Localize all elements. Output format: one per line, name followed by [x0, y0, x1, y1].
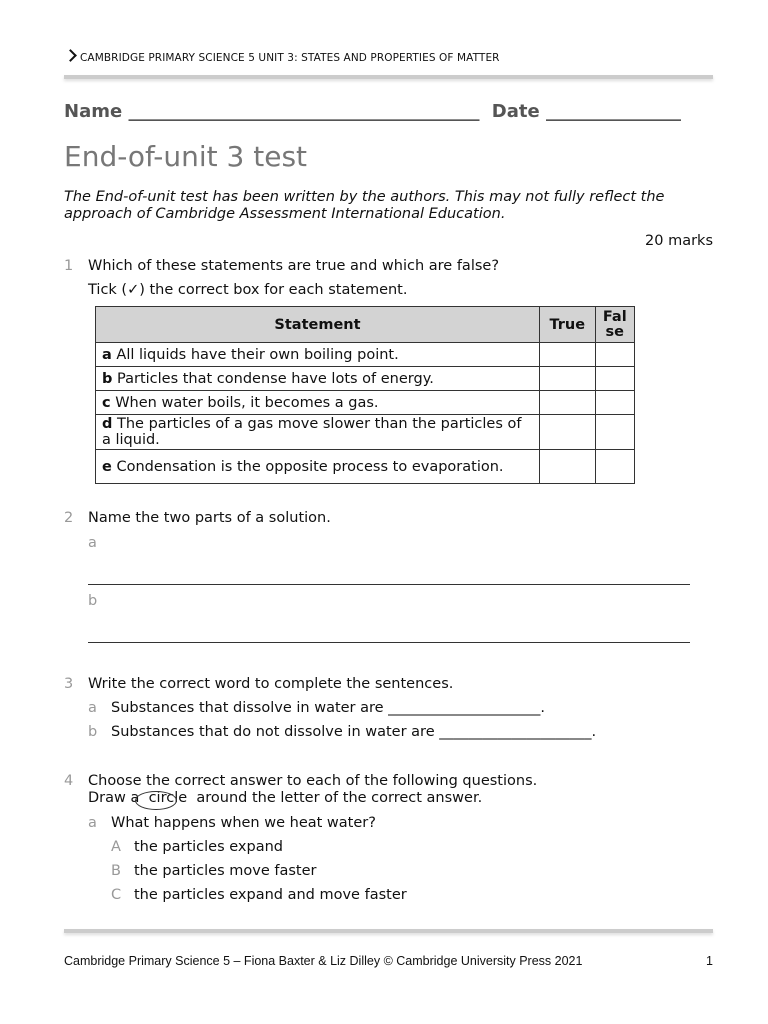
false-checkbox[interactable]: [595, 343, 634, 367]
true-checkbox[interactable]: [539, 367, 595, 391]
q4-part-a-letter: a: [88, 815, 97, 831]
name-blank: _______________________________________: [128, 101, 480, 122]
name-label: Name: [64, 101, 123, 122]
false-checkbox[interactable]: [595, 391, 634, 415]
false-checkbox[interactable]: [595, 450, 634, 484]
q4-part-a-text: What happens when we heat water?: [111, 815, 376, 831]
running-title: CAMBRIDGE PRIMARY SCIENCE 5 UNIT 3: STATES AND PROPERTIES OF MATTER: [80, 52, 500, 64]
name-date-row: [64, 101, 681, 122]
q3-part-b-letter: b: [88, 724, 98, 740]
q3-part-a-letter: a: [88, 700, 97, 716]
table-row: [96, 450, 635, 484]
header-true: True: [539, 307, 595, 343]
q1-instruction: Tick (✓) the correct box for each statement.: [88, 282, 408, 298]
true-checkbox[interactable]: [539, 343, 595, 367]
q4-instruction: Draw a circle around the letter of the correct answer.: [88, 790, 483, 806]
false-checkbox[interactable]: [595, 367, 634, 391]
table-row: [96, 415, 635, 450]
q3-part-b-text: Substances that do not dissolve in water are _____________________.: [111, 724, 597, 740]
table-header-row: [96, 307, 635, 343]
header-statement: Statement: [96, 307, 540, 343]
footer-rule: [64, 929, 713, 933]
table-row: [96, 343, 635, 367]
q1-number: 1: [64, 258, 74, 274]
table-row: [96, 391, 635, 415]
date-blank: _______________: [545, 101, 681, 122]
statement-cell: b Particles that condense have lots of energy.: [96, 367, 540, 391]
false-checkbox[interactable]: [595, 415, 634, 450]
q2-part-a-label: a: [88, 535, 97, 551]
true-checkbox[interactable]: [539, 391, 595, 415]
option-letter-b[interactable]: B: [111, 863, 121, 879]
statement-cell: e Condensation is the opposite process to evaporation.: [96, 450, 540, 484]
total-marks: 20 marks: [645, 233, 713, 249]
footer-credit: Cambridge Primary Science 5 – Fiona Baxter & Liz Dilley © Cambridge University Press 2021: [64, 954, 583, 968]
circle-example-icon: [135, 791, 177, 810]
option-text-b: the particles move faster: [134, 863, 317, 879]
q4-text: Choose the correct answer to each of the following questions.: [88, 773, 538, 789]
statement-cell: a All liquids have their own boiling point.: [96, 343, 540, 367]
q3-part-a-text: Substances that dissolve in water are _____________________.: [111, 700, 546, 716]
q3-text: Write the correct word to complete the sentences.: [88, 676, 454, 692]
chevron-right-icon: [64, 49, 77, 62]
running-header: [66, 52, 500, 64]
option-text-c: the particles expand and move faster: [134, 887, 407, 903]
q2-answer-line-a[interactable]: [88, 583, 690, 585]
option-text-a: the particles expand: [134, 839, 283, 855]
option-letter-c[interactable]: C: [111, 887, 122, 903]
option-letter-a[interactable]: A: [111, 839, 121, 855]
statement-cell: c When water boils, it becomes a gas.: [96, 391, 540, 415]
q2-part-b-label: b: [88, 593, 98, 609]
table-row: [96, 367, 635, 391]
intro-note: The End-of-unit test has been written by the authors. This may not fully reflect the approach of Cambridge Assessment International Education.: [64, 189, 665, 222]
q2-number: 2: [64, 510, 74, 526]
q4-number: 4: [64, 773, 74, 789]
q2-answer-line-b[interactable]: [88, 641, 690, 643]
statement-cell: d The particles of a gas move slower than the particles of a liquid.: [96, 415, 540, 450]
q1-text: Which of these statements are true and which are false?: [88, 258, 500, 274]
statement-table: [95, 306, 635, 484]
true-checkbox[interactable]: [539, 450, 595, 484]
true-checkbox[interactable]: [539, 415, 595, 450]
q3-number: 3: [64, 676, 74, 692]
q2-text: Name the two parts of a solution.: [88, 510, 331, 526]
page-title: End-of-unit 3 test: [64, 140, 308, 173]
header-false: Fal se: [595, 307, 634, 343]
page-number: 1: [706, 954, 713, 968]
date-label: Date: [491, 101, 540, 122]
header-rule: [64, 75, 713, 79]
